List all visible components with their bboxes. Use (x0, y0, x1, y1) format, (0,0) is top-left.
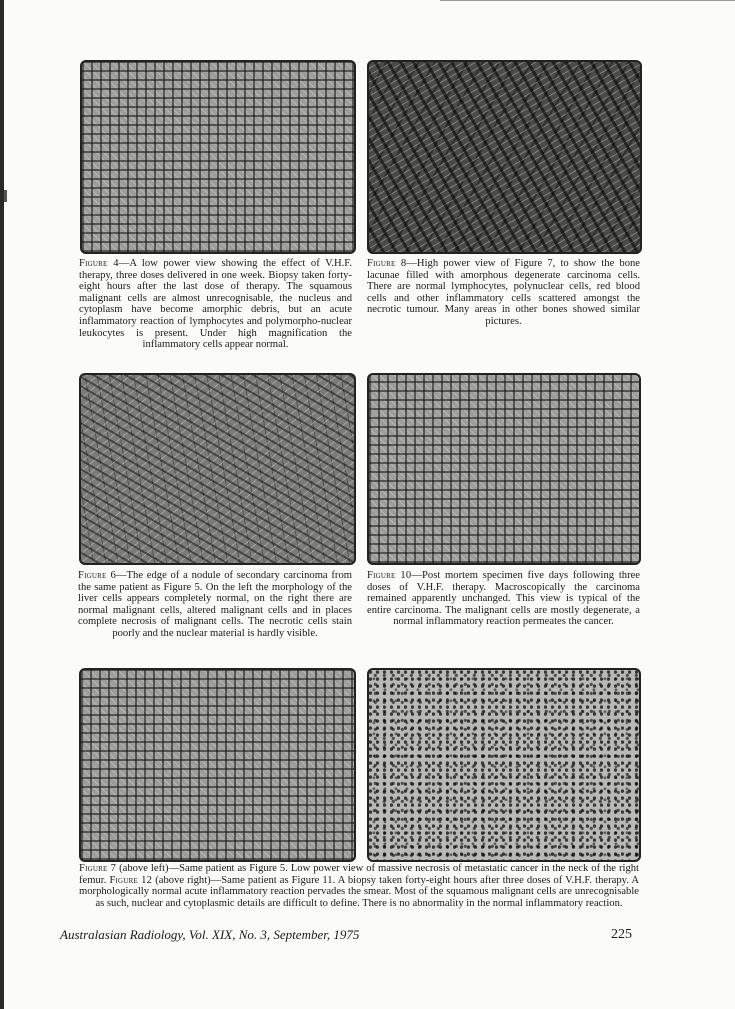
figure-8-text: —High power view of Figure 7, to show the bone lacunae filled with amorphous degenerate carcinoma cells. There are normal lymphocytes, polynuclear cells, red blood cells and other inflammatory cells scattered amongst the necrotic tumour. Many areas in other bones showed similar pictures. (367, 258, 640, 327)
figure-7-text: (above left)—Same patient as Figure 5. Low power view of massive necrosis of metastatic cancer in the neck of the right femur. (79, 863, 639, 886)
page-number: 225 (611, 927, 632, 942)
figure-10-label: Figure 10 (367, 570, 412, 581)
figure-6-micrograph (79, 373, 356, 565)
scan-edge (0, 0, 4, 1009)
figure-7-micrograph (79, 668, 356, 862)
figure-4-label: Figure 4 (79, 258, 119, 269)
figure-8-micrograph (367, 60, 642, 254)
figure-4-text: —A low power view showing the effect of V.H.F. therapy, three doses delivered in one week. Biopsy taken forty-eight hours after the last dose of therapy. The squamous malignant cells are almost unrecognisable, the nucleus and cytoplasm have become amorphic debris, but an acute inflammatory reaction of lymphocytes and polymorpho-nuclear leukocytes is present. Under high magnification the inflammatory cells appear normal. (79, 258, 352, 351)
figure-4-caption (79, 258, 352, 351)
figure-12-micrograph (367, 668, 641, 862)
figure-6-caption (78, 570, 352, 640)
figure-10-text: —Post mortem specimen five days following three doses of V.H.F. therapy. Macroscopically the carcinoma remained apparently unchanged. This view is typical of the entire carcinoma. The malignant cells are mostly degenerate, a normal inflammatory reaction permeates the cancer. (367, 570, 641, 628)
figure-8-label: Figure 8 (367, 258, 407, 269)
figure-7-label: Figure 7 (79, 863, 117, 874)
figure-4-micrograph (80, 60, 356, 254)
scan-mark (4, 190, 7, 202)
figure-7-12-caption (79, 863, 639, 909)
figure-10-micrograph (367, 373, 641, 565)
figure-8-caption (367, 258, 640, 328)
figure-12-text: (above right)—Same patient as Figure 11. A biopsy taken forty-eight hours after three doses of V.H.F. therapy. A morphologically normal acute inflammatory reaction pervades the smear. Most of the squamous malignant cells are unrecognisable as such, nuclear and cytoplasmic details are difficult to define. There is no abnormality in the normal inflammatory reaction. (79, 874, 639, 909)
figure-12-label: Figure 12 (109, 874, 153, 886)
figure-6-label: Figure 6 (78, 570, 116, 581)
figure-6-text: —The edge of a nodule of secondary carcinoma from the same patient as Figure 5. On the left the morphology of the liver cells appears completely normal, on the right there are normal malignant cells, altered malignant cells and in places complete necrosis of malignant cells. The necrotic cells stain poorly and the nuclear material is hardly visible. (78, 570, 352, 639)
figure-10-caption (367, 570, 640, 628)
top-rule (440, 0, 735, 1)
journal-citation: Australasian Radiology, Vol. XIX, No. 3, September, 1975 (60, 927, 360, 942)
